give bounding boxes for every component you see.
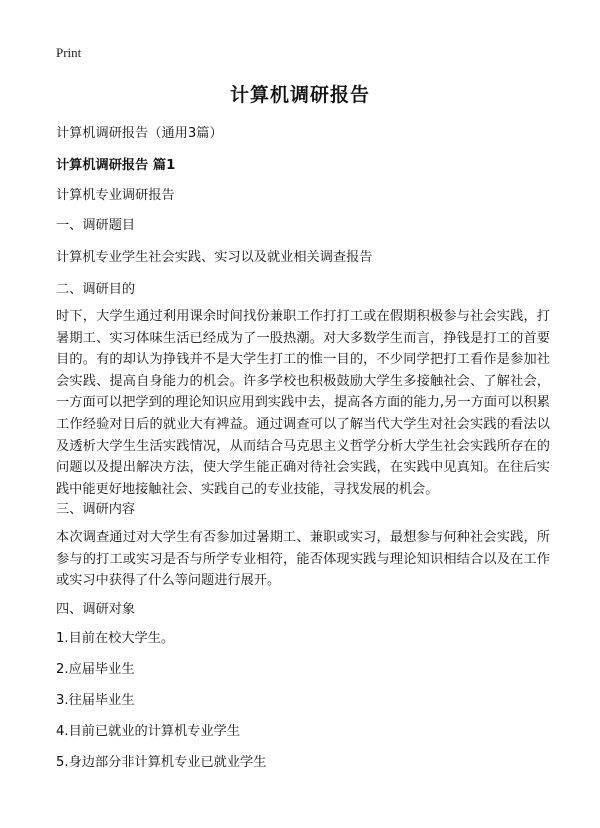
section-heading-content: 三、调研内容: [56, 502, 136, 517]
document-subtitle: 计算机调研报告（通用3篇）: [56, 126, 223, 141]
target-list-item: 5.身边部分非计算机专业已就业学生: [56, 755, 267, 770]
section-text-content: 本次调查通过对大学生有否参加过暑期工、兼职或实习，最想参与何种社会实践，所参与的打工或实习是否与所学专业相符，能否体现实践与理论知识相结合以及在工作或实习中获得了什么等问题进行展开。: [56, 530, 550, 589]
target-list-item: 4.目前已就业的计算机专业学生: [56, 724, 241, 739]
article-heading: 计算机调研报告 篇1: [56, 158, 176, 173]
report-name: 计算机专业调研报告: [56, 188, 175, 203]
target-list-item: 1.目前在校大学生。: [56, 631, 175, 646]
document-title: 计算机调研报告: [229, 84, 370, 106]
target-list-item: 3.往届毕业生: [56, 693, 135, 708]
print-link[interactable]: Print: [56, 45, 82, 60]
section-text-topic: 计算机专业学生社会实践、实习以及就业相关调查报告: [56, 250, 373, 265]
section-text-purpose: 时下，大学生通过利用课余时间找份兼职工作打打工或在假期积极参与社会实践，打暑期工、实习体味生活已经成为了一股热潮。对大多数学生而言，挣钱是打工的首要目的。有的却认为挣钱并不是大学生打工的惟一目的，不少同学把打工看作是参加社会实践、提高自身能力的机会。许多学校也积极鼓励大学生多接触社会、了解社会，一方面可以把学到的理论知识应用到实践中去，提高各方面的能力,另一方面可以积累工作经验对日后的就业大有裨益。通过调查可以了解当代大学生对社会实践的看法以及透析大学生生活实践情况，从而结合马克思主义哲学分析大学生社会实践所存在的问题以及提出解决方法，使大学生能正确对待社会实践，在实践中见真知。在往后实践中能更好地接触社会、实践自己的专业技能，寻找发展的机会。: [56, 309, 550, 497]
target-list-item: 2.应届毕业生: [56, 662, 135, 677]
section-heading-purpose: 二、调研目的: [56, 282, 136, 297]
section-heading-topic: 一、调研题目: [56, 218, 136, 233]
section-heading-targets: 四、调研对象: [56, 602, 136, 617]
